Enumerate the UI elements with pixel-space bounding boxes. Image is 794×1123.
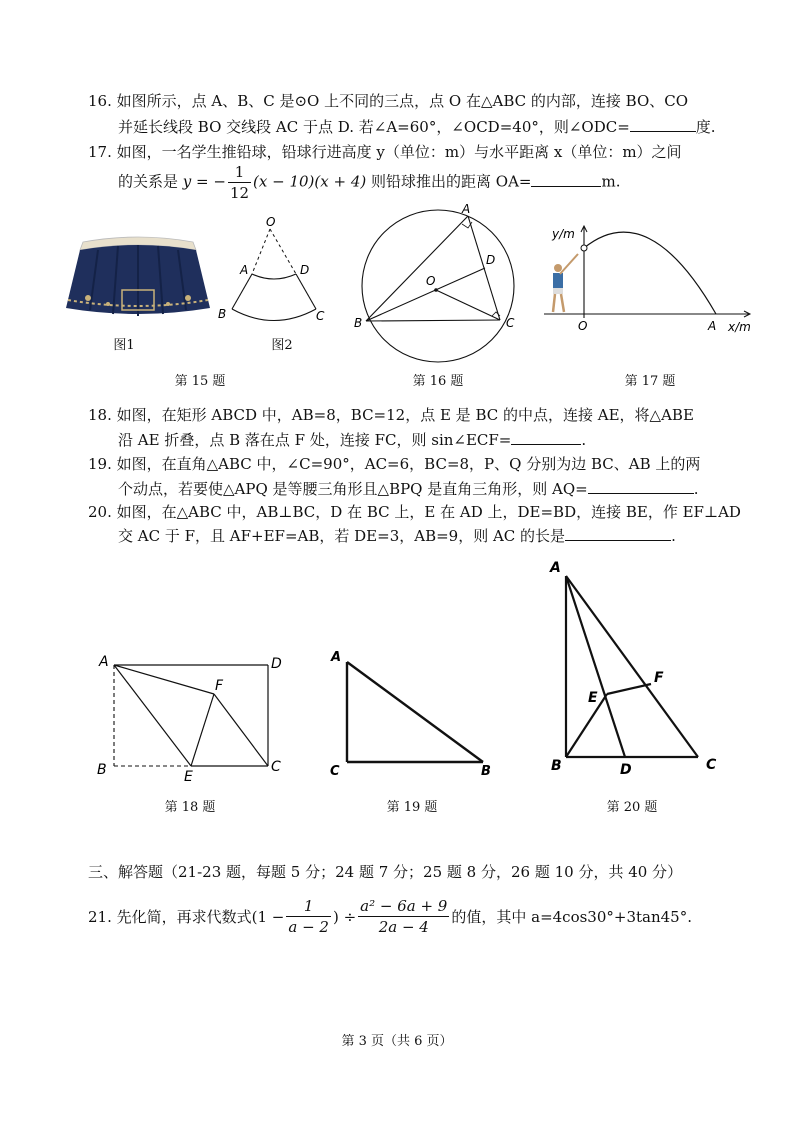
q21-mid: ) ÷ [332,907,357,926]
fig16-point-c: C [506,316,515,330]
fig19-point-c: C [330,764,340,779]
q18-line1: 18. 如图，在矩形 ABCD 中，AB=8，BC=12，点 E 是 BC 的中点，连接 AE，将△ABE [88,406,694,424]
q17-line1: 17. 如图，一名学生推铅球，铅球行进高度 y（单位：m）与水平距离 x（单位：m）之间 [88,143,682,161]
q20-answer-blank[interactable] [565,526,671,541]
caption-q15: 第 15 题 [174,374,226,389]
q18-line2 [118,429,586,450]
fig18-point-f: F [215,678,224,694]
fig20-point-b: B [551,758,562,774]
q19-answer-blank[interactable] [588,479,694,494]
fig17-diagram [540,218,760,347]
q17-pre: 的关系是 [118,172,179,191]
q21-pre: 21. 先化简，再求代数式(1 − [88,908,285,926]
fig2-diagram [210,214,335,333]
fig16-diagram [350,200,530,374]
fig20-point-a: A [550,560,561,576]
fig2-point-c: C [316,309,325,323]
caption-q17: 第 17 题 [624,374,676,389]
q16-end: 度. [695,118,716,136]
fig17-point-a: A [708,319,717,333]
q19-line1: 19. 如图，在直角△ABC 中，∠C=90°，AC=6，BC=8，P、Q 分别为边 BC、AB 上的两 [88,455,701,473]
q21-f1-num: 1 [286,896,331,917]
fig2-point-o: O [266,215,276,229]
fig19-point-b: B [481,764,491,779]
q17-line2 [118,162,620,203]
q17-answer-blank[interactable] [531,172,601,187]
q18-end: . [581,431,587,449]
q20-line1: 20. 如图，在△ABC 中，AB⊥BC，D 在 BC 上，E 在 AD 上，DE=BD，连接 BE，作 EF⊥AD [88,503,741,521]
q18-text: 沿 AE 折叠，点 B 落在点 F 处，连接 FC，则 sin∠ECF= [118,431,512,449]
fig18-point-a: A [99,654,109,670]
fig20-point-f: F [654,670,664,686]
fig20-point-e: E [588,690,598,706]
fig20-point-d: D [620,762,632,778]
q21-f2-num: a² − 6a + 9 [360,897,448,915]
q20-text: 交 AC 于 F，且 AF+EF=AB，若 DE=3，AB=9，则 AC 的长是 [118,527,566,545]
q21-fraction-2 [358,896,449,937]
page-footer: 第 3 页（共 6 页） [341,1034,453,1049]
fig15-skirt-image [58,228,218,332]
q19-line2 [118,478,699,499]
q17-frac-num: 1 [228,162,251,183]
fig18-point-d: D [271,656,282,672]
caption-q18: 第 18 题 [164,800,216,815]
fig2-label: 图2 [271,338,293,353]
q17-post: 则铅球推出的距离 OA= [371,172,532,191]
fig20-diagram [540,552,730,788]
fig17-point-o: O [578,319,588,333]
q16-line1: 16. 如图所示，点 A、B、C 是⊙O 上不同的三点，点 O 在△ABC 的内部，连接 BO、CO [88,92,689,110]
q16-text: 并延长线段 BO 交线段 AC 于点 D. 若∠A=60°，∠OCD=40°，则∠ODC= [118,118,630,136]
fig18-point-e: E [184,769,193,785]
section3-heading: 三、解答题（21-23 题，每题 5 分；24 题 7 分；25 题 8 分，26 题 10 分，共 40 分） [88,863,683,881]
fig19-point-a: A [331,650,342,665]
fig20-point-c: C [706,757,717,773]
fig16-point-d: D [486,253,496,267]
fig19-diagram [325,645,505,784]
caption-q20: 第 20 题 [606,800,658,815]
fig18-point-b: B [97,762,107,778]
q18-answer-blank[interactable] [511,430,581,445]
q20-end: . [671,527,676,545]
fig2-point-b: B [218,307,227,321]
fig18-point-c: C [271,759,281,775]
q21-fraction-1 [286,896,331,937]
fig17-axis-y-label: y/m [552,227,575,241]
q17-fraction [228,162,251,203]
q21-post: 的值，其中 a=4cos30°+3tan45°. [451,908,692,926]
fig2-point-a: A [240,263,249,277]
fig16-point-b: B [354,316,363,330]
q21-f1-den: a − 2 [288,918,329,936]
q16-line2 [118,116,716,137]
caption-q16: 第 16 题 [412,374,464,389]
q17-formula-y: y = − [182,172,226,191]
fig18-diagram [95,650,295,789]
fig17-axis-x-label: x/m [728,320,751,334]
fig16-point-o: O [426,274,436,288]
q20-line2 [118,525,676,546]
q19-text: 个动点，若要使△APQ 是等腰三角形且△BPQ 是直角三角形，则 AQ= [118,480,588,498]
q17-formula-rest: (x − 10)(x + 4) [253,172,367,191]
q17-frac-den: 12 [229,184,250,202]
q19-end: . [693,480,699,498]
q21-line [88,896,692,937]
caption-q19: 第 19 题 [386,800,438,815]
q21-f2-den: 2a − 4 [378,918,429,936]
fig1-label: 图1 [113,338,135,353]
fig16-point-a: A [462,202,471,216]
q17-end: m. [601,172,621,191]
fig2-point-d: D [300,263,310,277]
q16-answer-blank[interactable] [630,117,696,132]
